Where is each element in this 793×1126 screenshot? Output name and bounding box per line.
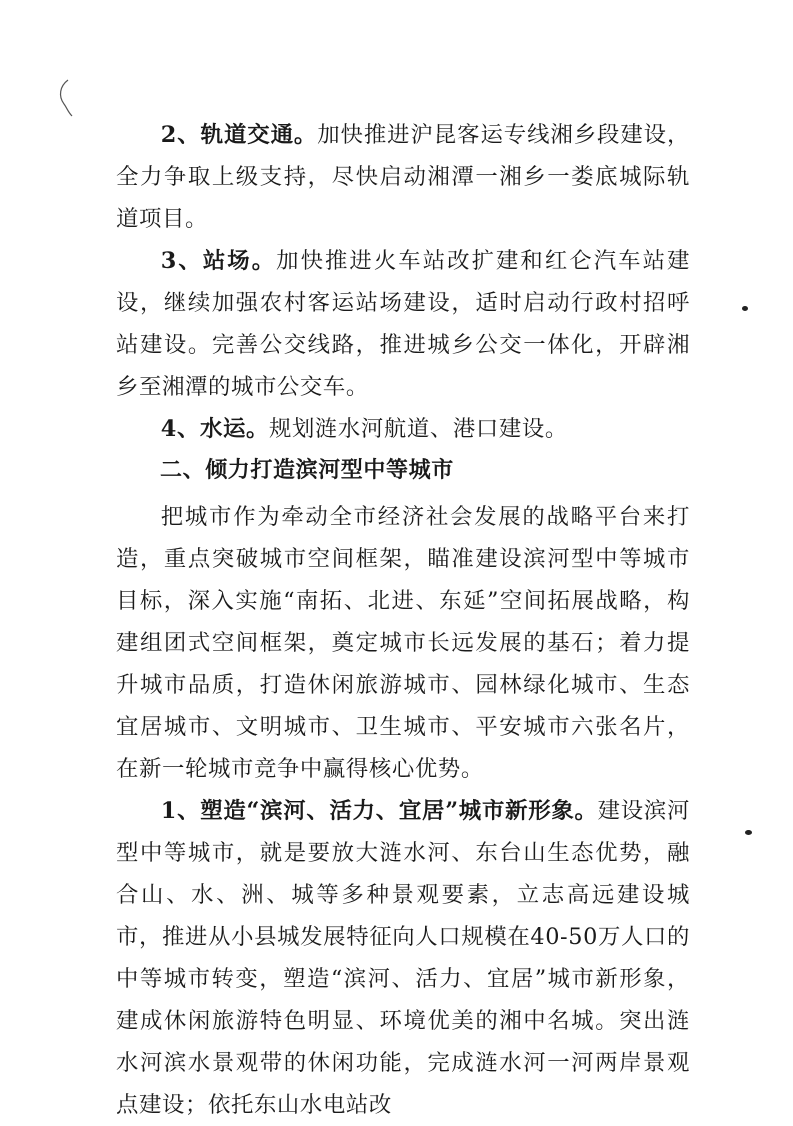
paragraph-text: 规划涟水河航道、港口建设。 xyxy=(268,416,568,442)
paragraph-heading: 4、水运。 xyxy=(160,416,269,442)
document-body xyxy=(116,114,690,1126)
subsection-paragraph xyxy=(116,790,690,1126)
paragraph-text: 加快推进沪昆客运专线湘乡段建设，全力争取上级支持，尽快启动湘潭一湘乡一娄底城际轨道项目。 xyxy=(116,122,690,232)
section-intro: 把城市作为牵动全市经济社会发展的战略平台来打造，重点突破城市空间框架，瞄准建设滨河型中等城市目标，深入实施“南拓、北进、东延”空间拓展战略，构建组团式空间框架，奠定城市长远发展的基石；着力提升城市品质，打造休闲旅游城市、园林绿化城市、生态宜居城市、文明城市、卫生城市、平安城市六张名片，在新一轮城市竞争中赢得核心优势。 xyxy=(116,504,690,782)
scan-dot-mark xyxy=(742,306,748,311)
section-title: 二、倾力打造滨河型中等城市 xyxy=(160,458,454,483)
paragraph-rail-transit xyxy=(116,114,690,240)
paragraph-stations xyxy=(116,240,690,408)
scan-dot-mark xyxy=(745,830,752,835)
subsection-text: 建设滨河型中等城市，就是要放大涟水河、东台山生态优势，融合山、水、洲、城等多种景观要素，立志高远建设城市，推进从小县城发展特征向人口规模在40-50万人口的中等城市转变，塑造“滨河、活力、宜居”城市新形象，建成休闲旅游特色明显、环境优美的湘中名城。突出涟水河滨水景观带的休闲功能，完成涟水河一河两岸景观点建设；依托东山水电站改 xyxy=(116,798,690,1118)
paragraph-water-transport xyxy=(116,408,690,450)
paragraph-heading: 3、站场。 xyxy=(160,248,277,274)
paragraph-heading: 2、轨道交通。 xyxy=(160,122,318,148)
subsection-heading: 1、塑造“滨河、活力、宜居”城市新形象。 xyxy=(160,798,598,824)
pen-mark-icon xyxy=(56,78,76,118)
paragraph-text: 加快推进火车站改扩建和红仑汽车站建设，继续加强农村客运站场建设，适时启动行政村招呼站建设。完善公交线路，推进城乡公交一体化，开辟湘乡至湘潭的城市公交车。 xyxy=(116,248,690,400)
